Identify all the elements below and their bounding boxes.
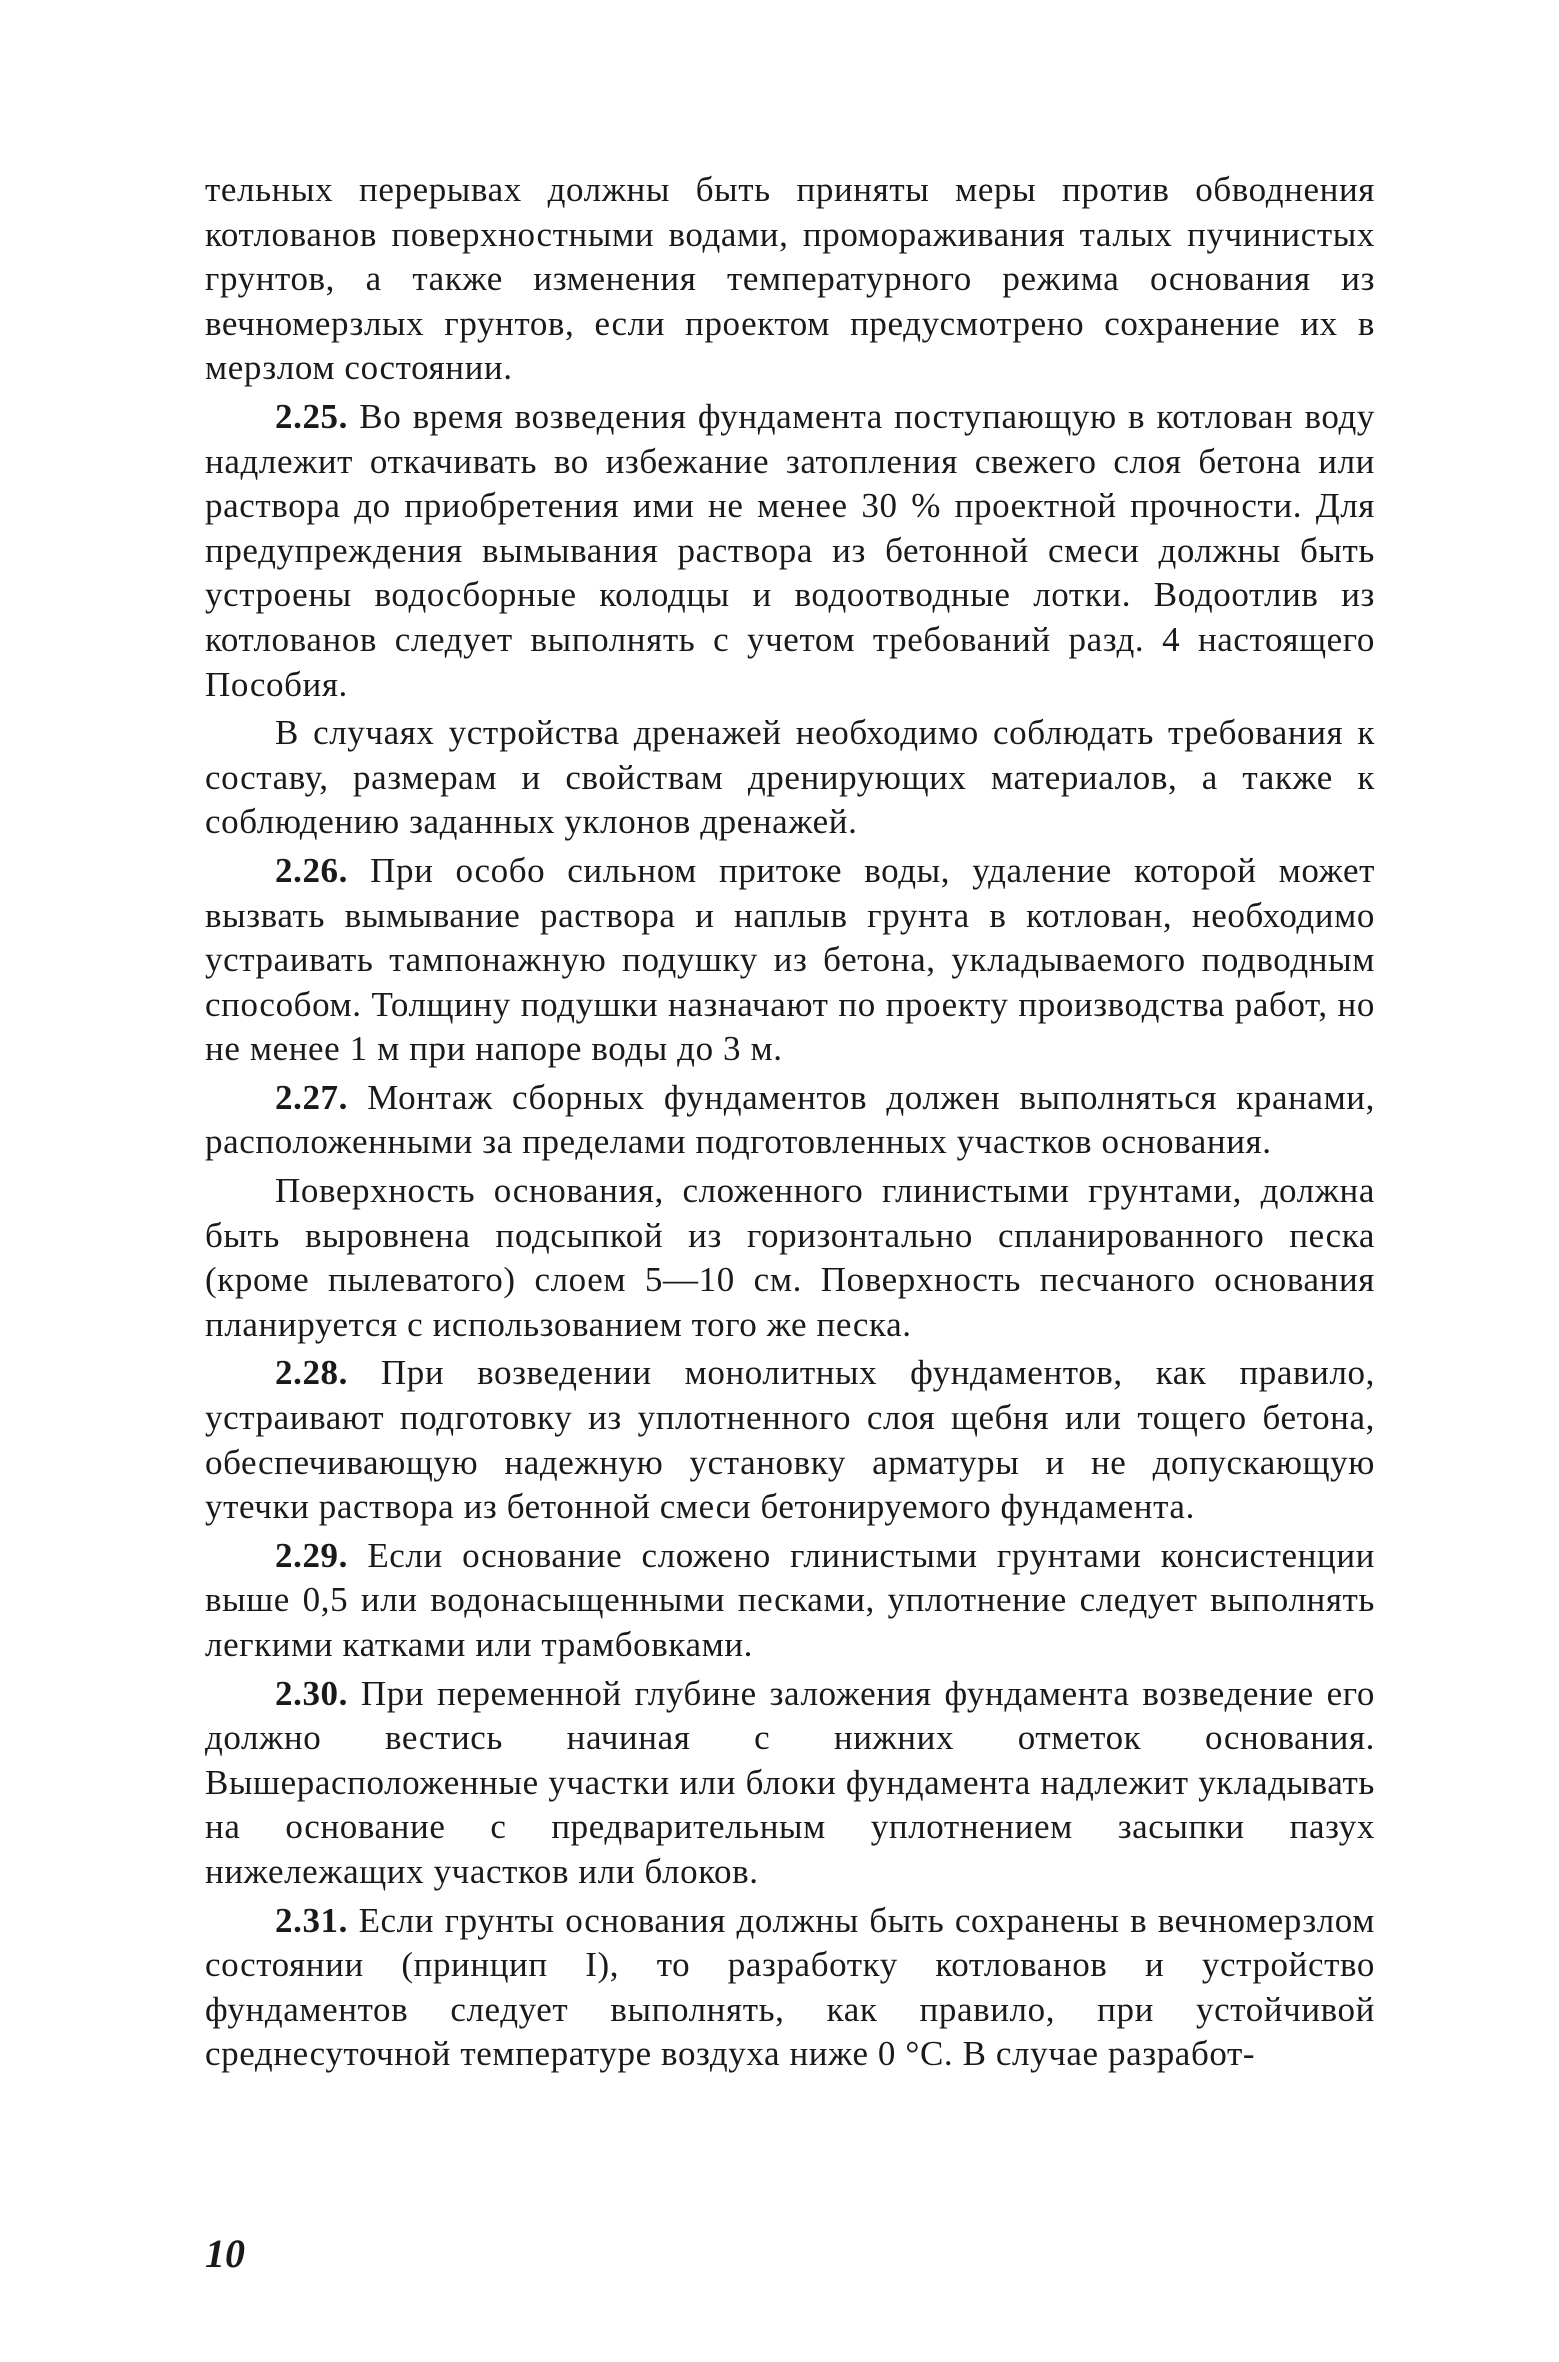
paragraph-text: Если грунты основания должны быть сохранены в вечномерзлом состоянии (принцип I), то разработку котлованов и устройство фундаментов следует выполнять, как правило, при устойчивой среднесуточной температуре воздуха ниже 0 °С. В случае разработ- [205,1900,1375,2074]
paragraph-2-27 [205,1076,1375,1165]
paragraph-text: Во время возведения фундамента поступающую в котлован воду надлежит откачивать во избежание затопления свежего слоя бетона или раствора до приобретения ими не менее 30 % проектной прочности. Для предупреждения вымывания раствора из бетонной смеси должны быть устроены водосборные колодцы и водоотводные лотки. Водоотлив из котлованов следует выполнять с учетом требований разд. 4 настоящего Пособия. [205,396,1375,704]
paragraph-2-27-continued [205,1169,1375,1347]
section-number: 2.25. [275,396,348,436]
paragraph-2-29 [205,1534,1375,1668]
paragraph-continued [205,168,1375,391]
section-number: 2.27. [275,1077,348,1117]
paragraph-text: В случаях устройства дренажей необходимо соблюдать требования к составу, размерам и свойствам дренирующих материалов, а также к соблюдению заданных уклонов дренажей. [205,713,1375,842]
paragraph-text: тельных перерывах должны быть приняты меры против обводнения котлованов поверхностными водами, промораживания талых пучинистых грунтов, а также изменения температурного режима основания из вечномерзлых грунтов, если проектом предусмотрено сохранение их в мерзлом состоянии. [205,170,1375,388]
paragraph-2-25 [205,395,1375,707]
document-body [205,168,1375,2077]
paragraph-2-25-continued [205,711,1375,845]
paragraph-text: Поверхность основания, сложенного глинистыми грунтами, должна быть выровнена подсыпкой из горизонтально спланированного песка (кроме пылеватого) слоем 5—10 см. Поверхность песчаного основания планируется с использованием того же песка. [205,1171,1375,1344]
paragraph-2-26 [205,849,1375,1072]
section-number: 2.28. [275,1353,348,1393]
paragraph-2-30 [205,1672,1375,1895]
section-number: 2.26. [275,850,348,890]
paragraph-text: При особо сильном притоке воды, удаление которой может вызвать вымывание раствора и наплыв грунта в котлован, необходимо устраивать тампонажную подушку из бетона, укладываемого подводным способом. Толщину подушки назначают по проекту производства работ, но не менее 1 м при напоре воды до 3 м. [205,850,1375,1069]
paragraph-text: Монтаж сборных фундаментов должен выполняться кранами, расположенными за пределами подготовленных участков основания. [205,1077,1375,1162]
section-number: 2.29. [275,1535,348,1575]
section-number: 2.31. [275,1900,348,1940]
page-number: 10 [205,2231,245,2276]
paragraph-2-28 [205,1351,1375,1529]
paragraph-2-31 [205,1899,1375,2077]
section-number: 2.30. [275,1673,348,1713]
paragraph-text: При возведении монолитных фундаментов, как правило, устраивают подготовку из уплотненного слоя щебня или тощего бетона, обеспечивающую надежную установку арматуры и не допускающую утечки раствора из бетонной смеси бетонируемого фундамента. [205,1353,1375,1527]
paragraph-text: При переменной глубине заложения фундамента возведение его должно вестись начиная с нижних отметок основания. Вышерасположенные участки или блоки фундамента надлежит укладывать на основание с предварительным уплотнением засыпки пазух нижележащих участков или блоков. [205,1673,1375,1891]
paragraph-text: Если основание сложено глинистыми грунтами консистенции выше 0,5 или водонасыщенными песками, уплотнение следует выполнять легкими катками или трамбовками. [205,1535,1376,1664]
